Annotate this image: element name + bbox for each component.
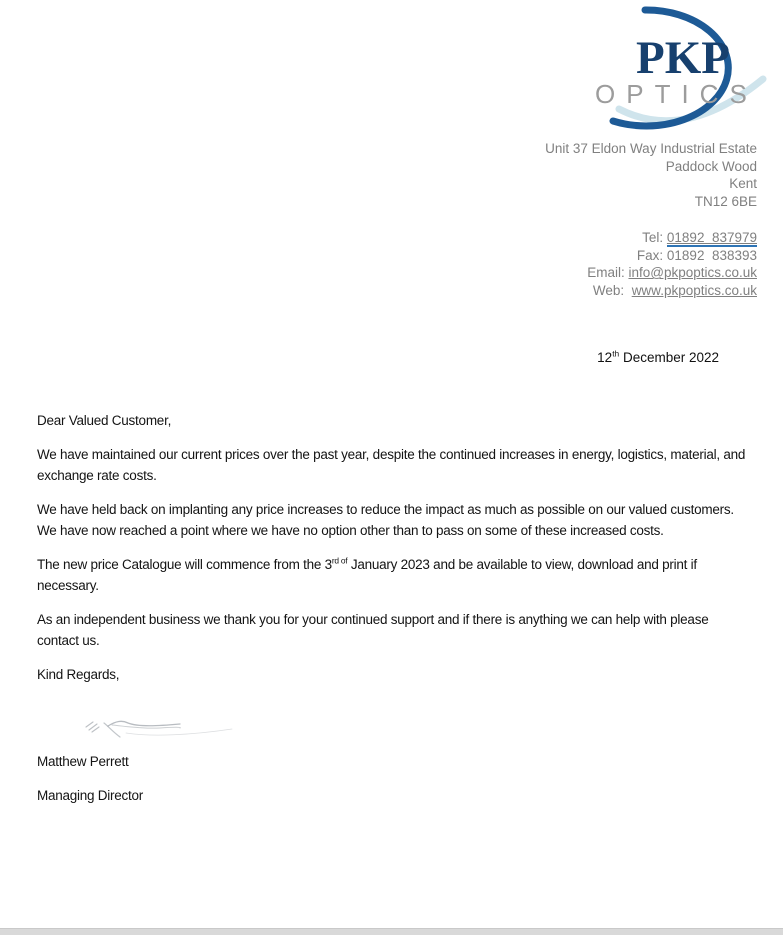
letterhead <box>0 0 783 135</box>
fax-label: Fax: <box>636 247 667 263</box>
closing: Kind Regards, <box>37 666 120 682</box>
tel-label: Tel: <box>642 229 667 245</box>
contact-row-email <box>0 264 757 282</box>
contact-row-fax <box>0 247 757 265</box>
web-label: Web: <box>592 282 632 298</box>
paragraph-1: We have maintained our current prices over the past year, despite the continued increases in energy, logistics, material, and exchange rate costs. <box>37 446 746 483</box>
fax-value: 01892 838393 <box>666 247 757 263</box>
contact-row-tel <box>0 229 757 247</box>
paragraph-2: We have held back on implanting any price increases to reduce the impact as much as possible on our valued customers. We have now reached a point where we have no option other than to pass on some of these increased costs. <box>37 501 734 538</box>
page-edge-strip <box>0 928 783 935</box>
logo-text-pkp: PKP <box>636 32 730 84</box>
handwritten-signature <box>82 711 247 751</box>
date-ordinal: th <box>612 348 620 359</box>
email-link[interactable]: info@pkpoptics.co.uk <box>628 265 757 281</box>
paragraph-3 <box>37 554 752 596</box>
date-day: 12 <box>597 349 613 365</box>
paragraph-3-before: The new price Catalogue will commence from the 3 <box>37 556 332 572</box>
paragraph-3-after: January 2023 and be available to view, download and print if necessary. <box>37 556 697 593</box>
company-address <box>0 140 783 211</box>
email-label: Email: <box>587 265 629 281</box>
signatory-title: Managing Director <box>37 787 144 803</box>
web-link[interactable]: www.pkpoptics.co.uk <box>631 282 757 298</box>
signatory-name: Matthew Perrett <box>37 753 129 769</box>
contact-row-web <box>0 282 757 300</box>
pkp-optics-logo <box>593 3 773 135</box>
address-line-2: Paddock Wood <box>665 158 757 174</box>
date-rest: December 2022 <box>619 349 719 365</box>
tel-link[interactable]: 01892 837979 <box>666 229 757 245</box>
address-line-3: Kent <box>729 176 757 192</box>
contact-block <box>0 229 783 300</box>
address-line-4: TN12 6BE <box>694 194 757 210</box>
logo-text-optics: OPTICS <box>595 79 758 109</box>
letter-date <box>0 350 783 365</box>
paragraph-4: As an independent business we thank you for your continued support and if there is anything we can help with please contact us. <box>37 611 709 648</box>
salutation: Dear Valued Customer, <box>37 412 172 428</box>
signature-area <box>82 711 752 751</box>
paragraph-3-ordinal: rd of <box>331 555 348 566</box>
address-line-1: Unit 37 Eldon Way Industrial Estate <box>545 141 757 156</box>
letter-body <box>37 410 752 806</box>
